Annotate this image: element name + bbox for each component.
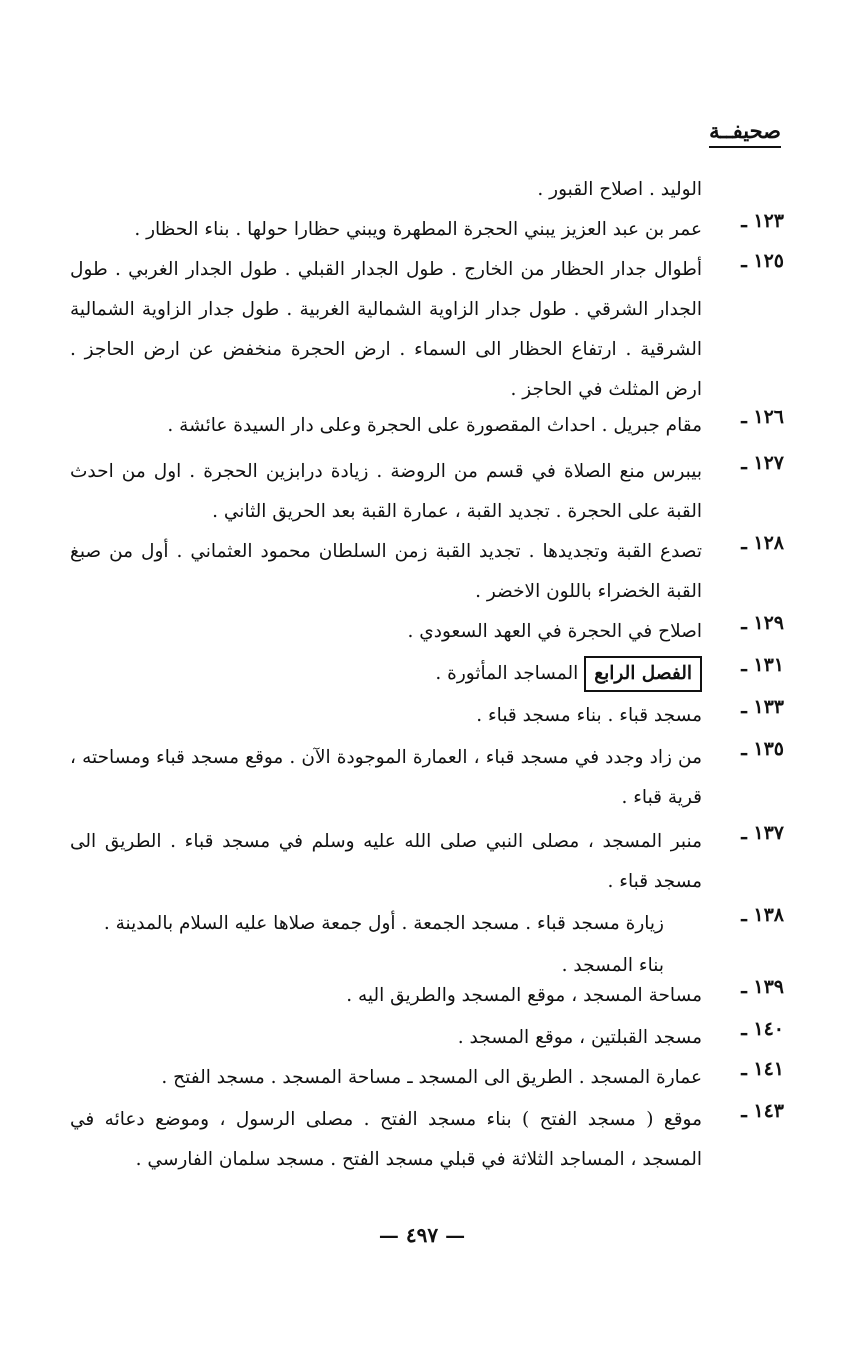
entry-line: من زاد وجدد في مسجد قباء ، العمارة الموجودة الآن . موقع مسجد قباء ومساحته ، xyxy=(70,747,702,768)
index-entry xyxy=(70,210,784,250)
index-entry xyxy=(70,1018,784,1058)
index-entry xyxy=(70,654,784,694)
entry-line: عمارة المسجد . الطريق الى المسجد ـ مساحة المسجد . مسجد الفتح . xyxy=(161,1067,702,1088)
entry-page-number: ١٤١ ـ xyxy=(741,1058,784,1080)
entry-line: تصدع القبة وتجديدها . تجديد القبة زمن السلطان محمود العثماني . أول من صبغ xyxy=(70,541,702,562)
entry-page-number: ١٤٠ ـ xyxy=(741,1018,784,1040)
entry-line: الوليد . اصلاح القبور . xyxy=(537,179,702,200)
entry-line: ارض المثلث في الحاجز . xyxy=(510,379,702,400)
entry-line: الشرقية . ارتفاع الحظار الى السماء . ارض الحجرة منخفض عن ارض الحاجز . xyxy=(70,339,702,360)
entry-page-number: ١٣٩ ـ xyxy=(741,976,784,998)
entry-line: مقام جبريل . احداث المقصورة على الحجرة وعلى دار السيدة عائشة . xyxy=(167,415,702,436)
index-entry xyxy=(70,904,784,976)
entry-page-number: ١٢٩ ـ xyxy=(741,612,784,634)
entry-line: منبر المسجد ، مصلى النبي صلى الله عليه وسلم في مسجد قباء . الطريق الى xyxy=(70,831,702,852)
entry-line: مسجد القبلتين ، موقع المسجد . xyxy=(457,1027,702,1048)
entry-page-number: ١٣٨ ـ xyxy=(741,904,784,926)
entry-line: اصلاح في الحجرة في العهد السعودي . xyxy=(407,621,702,642)
entry-page-number: ١٢٧ ـ xyxy=(741,452,784,474)
entry-line: بيبرس منع الصلاة في قسم من الروضة . زيادة درابزين الحجرة . اول من احدث xyxy=(70,461,702,482)
chapter-heading-box: الفصل الرابع xyxy=(584,656,702,692)
index-entry xyxy=(70,532,784,602)
entry-page-number: ١٣٥ ـ xyxy=(741,738,784,760)
entry-line: مساحة المسجد ، موقع المسجد والطريق اليه . xyxy=(346,985,702,1006)
entry-line: أطوال جدار الحظار من الخارج . طول الجدار القبلي . طول الجدار الغربي . طول xyxy=(70,259,702,280)
entry-line xyxy=(70,654,702,694)
index-entry xyxy=(70,612,784,652)
entry-line: قرية قباء . xyxy=(621,787,702,808)
entry-line: زيارة مسجد قباء . مسجد الجمعة . أول جمعة صلاها عليه السلام بالمدينة . xyxy=(103,913,664,934)
entry-page-number: ١٢٦ ـ xyxy=(741,406,784,428)
entry-line: موقع ( مسجد الفتح ) بناء مسجد الفتح . مصلى الرسول ، وموضع دعائه في xyxy=(70,1109,702,1130)
entry-page-number: ١٣٧ ـ xyxy=(741,822,784,844)
entry-page-number: ١٢٨ ـ xyxy=(741,532,784,554)
entry-line: بناء المسجد . xyxy=(561,955,664,976)
entry-page-number: ١٤٣ ـ xyxy=(741,1100,784,1122)
entry-line: مسجد قباء . بناء مسجد قباء . xyxy=(476,705,702,726)
index-entry xyxy=(70,822,784,892)
entry-page-number: ١٣٣ ـ xyxy=(741,696,784,718)
index-entry xyxy=(70,452,784,522)
entry-line: مسجد قباء . xyxy=(607,871,702,892)
entry-page-number: ١٢٣ ـ xyxy=(741,210,784,232)
entry-page-number: ١٢٥ ـ xyxy=(741,250,784,272)
entry-line: القبة الخضراء باللون الاخضر . xyxy=(475,581,702,602)
intro-entry xyxy=(70,170,784,210)
entry-line: القبة على الحجرة . تجديد القبة ، عمارة القبة بعد الحريق الثاني . xyxy=(212,501,702,522)
page-number: — ٤٩٧ — xyxy=(378,1223,466,1247)
index-entry xyxy=(70,1100,784,1170)
page-header: صحيفــة xyxy=(709,118,781,148)
entry-page-number: ١٣١ ـ xyxy=(741,654,784,676)
index-entry xyxy=(70,976,784,1016)
index-entry xyxy=(70,406,784,446)
entry-line: المسجد ، المساجد الثلاثة في قبلي مسجد الفتح . مسجد سلمان الفارسي . xyxy=(135,1149,702,1170)
entry-line: الجدار الشرقي . طول جدار الزاوية الشمالية الغربية . طول جدار الزاوية الشمالية xyxy=(70,299,702,320)
entry-line: عمر بن عبد العزيز يبني الحجرة المطهرة ويبني حظارا حولها . بناء الحظار . xyxy=(134,219,702,240)
index-entry xyxy=(70,250,784,400)
index-entry xyxy=(70,738,784,808)
index-entry xyxy=(70,696,784,736)
index-entry xyxy=(70,1058,784,1098)
entry-line-text: المساجد المأثورة . xyxy=(435,663,579,684)
